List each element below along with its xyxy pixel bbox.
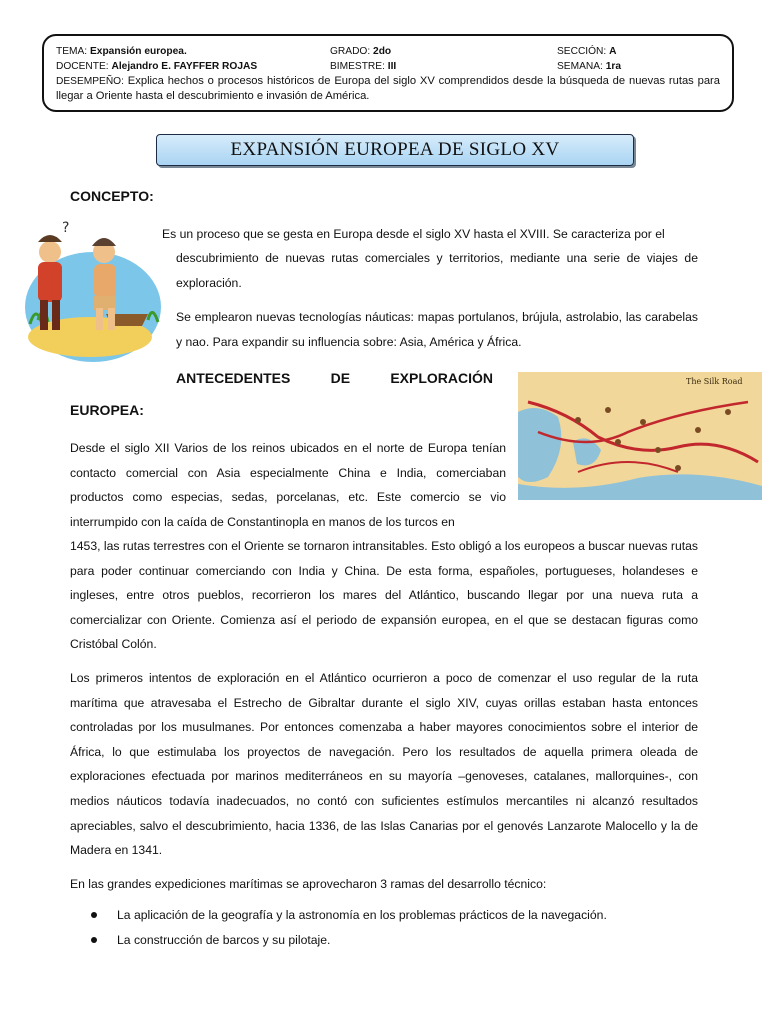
- desempeno-text: [56, 74, 720, 103]
- list-item: [70, 928, 710, 953]
- header-row-2: [56, 59, 720, 74]
- grado-label: GRADO:: [330, 46, 371, 57]
- desempeno-label: DESEMPEÑO:: [56, 76, 124, 87]
- antecedentes-heading-line-2: EUROPEA:: [70, 402, 144, 418]
- concepto-paragraph-1-line-1: Es un proceso que se gesta en Europa desde el siglo XV hasta el XVIII. Se caracteriza por el: [162, 227, 665, 241]
- bimestre-value: III: [387, 61, 397, 72]
- docente-label: DOCENTE:: [56, 61, 109, 72]
- seccion-value: A: [609, 46, 617, 57]
- svg-text:?: ?: [62, 220, 70, 236]
- explorers-illustration: [18, 212, 163, 362]
- page-title: EXPANSIÓN EUROPEA DE SIGLO XV: [156, 134, 634, 166]
- antecedentes-paragraph-2: Los primeros intentos de exploración en el Atlántico ocurrieron a poco de comenzar el uso regular de la ruta marítima que atravesaba el Estrecho de Gibraltar durante el siglo XIV, cuyas orillas estaban hasta entonces controladas por los musulmanes. Por entonces comenzaba a haber mayores conocimientos sobre el interior de África, lo que estimulaba los proyectos de navegación. Pero los resultados de aquella primera oleada de exploraciones efectuada por marinos mediterráneos en su mayoría –genoveses, catalanes, mallorquines-, con medios náuticos todavía inadecuados, no contó con suficientes estímulos mercantiles ni alcanzó resultados apreciables, salvo el descubrimiento, hacia 1336, de las Islas Canarias por el genovés Lanzarote Malocello y la de Madera en 1341.: [70, 671, 698, 858]
- docente-value: Alejandro E. FAYFFER ROJAS: [111, 61, 258, 72]
- concepto-heading: CONCEPTO:: [70, 188, 154, 204]
- technical-branches-list: [70, 903, 710, 953]
- header-row-1: [56, 44, 720, 59]
- concepto-paragraph-2: Se emplearon nuevas tecnologías náuticas: mapas portulanos, brújula, astrolabio, las carabelas y nao. Para expandir su influencia sobre: Asia, América y África.: [176, 310, 698, 349]
- map-title: The Silk Road: [686, 377, 743, 386]
- silk-road-map-icon: [518, 372, 762, 500]
- antecedentes-heading-word-1: ANTECEDENTES: [176, 370, 291, 386]
- tema-label: TEMA:: [56, 46, 88, 57]
- antecedentes-paragraph-3: En las grandes expediciones marítimas se aprovecharon 3 ramas del desarrollo técnico:: [70, 877, 547, 891]
- list-item-text: La construcción de barcos y su pilotaje.: [117, 933, 331, 947]
- concepto-paragraph-1-rest: descubrimiento de nuevas rutas comerciales y territorios, mediante una serie de viajes de exploración.: [176, 251, 698, 290]
- antecedentes-heading: [176, 370, 493, 386]
- list-item-text: La aplicación de la geografía y la astronomía en los problemas prácticos de la navegación.: [117, 908, 607, 922]
- header-info-box: [42, 34, 734, 112]
- bimestre-label: BIMESTRE:: [330, 61, 385, 72]
- bullet-icon: [91, 912, 97, 918]
- bullet-icon: [91, 937, 97, 943]
- antecedentes-heading-word-2: DE: [330, 370, 351, 386]
- antecedentes-heading-word-3: EXPLORACIÓN: [390, 370, 493, 386]
- antecedentes-paragraph-1-part-2: 1453, las rutas terrestres con el Oriente se tornaron intransitables. Esto obligó a los europeos a buscar nuevas rutas para poder continuar comerciando con India y China. De esta forma, españoles, portugueses, holandeses e ingleses, entre otros pueblos, recorrieron los mares del Atlántico, buscando llegar por una nueva ruta a comercializar con Oriente. Comienza así el periodo de expansión europea, en el que se destacan figuras como Cristóbal Colón.: [70, 539, 699, 652]
- semana-label: SEMANA:: [557, 61, 603, 72]
- seccion-label: SECCIÓN:: [557, 46, 607, 57]
- tema-value: Expansión europea.: [89, 46, 187, 57]
- antecedentes-paragraph-1-part-1: Desde el siglo XII Varios de los reinos ubicados en el norte de Europa tenían contacto comercial con Asia especialmente China e India, comerciaban productos como especias, sedas, porcelanas, etc. Este comercio se vio interrumpido con la caída de Constantinopla en manos de los turcos en: [70, 441, 506, 529]
- grado-value: 2do: [373, 46, 392, 57]
- explorers-icon: [18, 212, 163, 362]
- desempeno-value: Explica hechos o procesos históricos de Europa del siglo XV comprendidos desde la búsqueda de nuevas rutas para llegar a Oriente hasta el descubrimiento e invasión de América.: [56, 75, 721, 102]
- list-item: [70, 903, 710, 928]
- silk-road-map: [518, 372, 762, 500]
- semana-value: 1ra: [605, 61, 621, 72]
